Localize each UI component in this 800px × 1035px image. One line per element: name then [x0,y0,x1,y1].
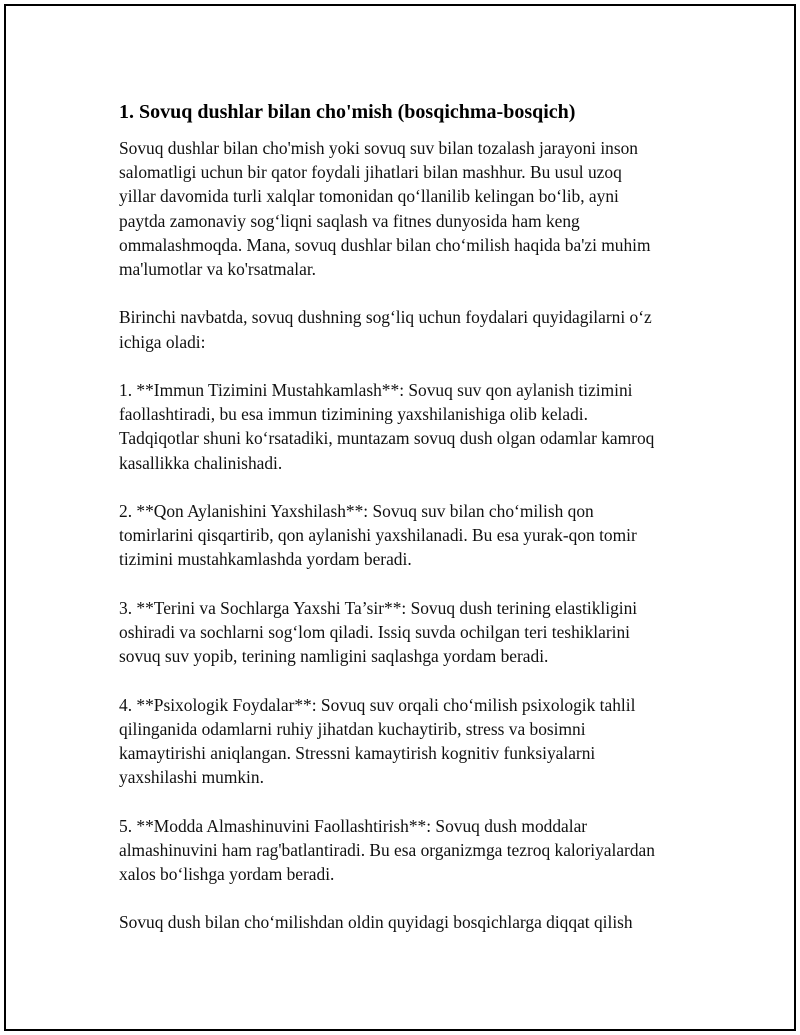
text-line: ma'lumotlar va ko'rsatmalar. [119,259,317,280]
text-line: almashinuvini ham rag'batlantiradi. Bu esa organizmga tezroq kaloriyalardan [119,839,655,860]
benefits-intro-paragraph [119,305,719,353]
closing-paragraph [119,910,719,934]
list-item-metabolism [119,814,719,887]
list-item-circulation [119,499,719,572]
text-line: 4. **Psixologik Foydalar**: Sovuq suv orqali cho‘milish psixologik tahlil [119,694,636,715]
list-item-immune [119,378,719,475]
text-line: faollashtiradi, bu esa immun tizimining yaxshilanishiga olib keladi. [119,404,588,425]
text-line: tomirlarini qisqartirib, qon aylanishi yaxshilanadi. Bu esa yurak-qon tomir [119,525,637,546]
text-line: kasallikka chalinishadi. [119,452,283,473]
text-line: paytda zamonaviy sog‘liqni saqlash va fitnes dunyosida ham keng [119,210,580,231]
text-line: 2. **Qon Aylanishini Yaxshilash**: Sovuq suv bilan cho‘milish qon [119,501,594,521]
document-title: 1. Sovuq dushlar bilan cho'mish (bosqichma-bosqich) [119,101,576,123]
text-line: 3. **Terini va Sochlarga Yaxshi Ta’sir**: Sovuq dush terining elastikligini [119,597,638,618]
text-line: Tadqiqotlar shuni ko‘rsatadiki, muntazam sovuq dush olgan odamlar kamroq [119,428,655,449]
text-line: sovuq suv yopib, terining namligini saqlashga yordam beradi. [119,646,549,667]
text-line: Birinchi navbatda, sovuq dushning sog‘liq uchun foydalari quyidagilarni o‘z [119,307,652,328]
text-line: kamaytirishi aniqlangan. Stressni kamaytirish kognitiv funksiyalarni [119,743,596,763]
text-line: tizimini mustahkamlashda yordam beradi. [119,549,412,570]
text-line: Sovuq dushlar bilan cho'mish yoki sovuq suv bilan tozalash jarayoni inson [119,138,639,158]
document-body [119,98,719,959]
text-line: xalos bo‘lishga yordam beradi. [119,864,335,884]
text-line: ommalashmoqda. Mana, sovuq dushlar bilan cho‘milish haqida ba'zi muhim [119,234,651,255]
text-line: 1. **Immun Tizimini Mustahkamlash**: Sovuq suv qon aylanish tizimini [119,380,633,400]
list-item-psychological [119,693,719,790]
text-line: yillar davomida turli xalqlar tomonidan qo‘llanilib kelingan bo‘lib, ayni [119,186,619,207]
text-line: oshiradi va sochlarni sog‘lom qiladi. Issiq suvda ochilgan teri teshiklarini [119,622,630,642]
list-item-skin-hair [119,596,719,669]
text-line: salomatligi uchun bir qator foydali jihatlari bilan mashhur. Bu usul uzoq [119,162,622,183]
text-line: Sovuq dush bilan cho‘milishdan oldin quyidagi bosqichlarga diqqat qilish [119,912,633,933]
page-frame [4,4,796,1031]
text-line: 5. **Modda Almashinuvini Faollashtirish**: Sovuq dush moddalar [119,815,588,836]
intro-paragraph [119,136,719,281]
text-line: qilinganida odamlarni ruhiy jihatdan kuchaytirib, stress va bosimni [119,718,586,739]
text-line: ichiga oladi: [119,331,206,352]
text-line: yaxshilashi mumkin. [119,767,264,788]
